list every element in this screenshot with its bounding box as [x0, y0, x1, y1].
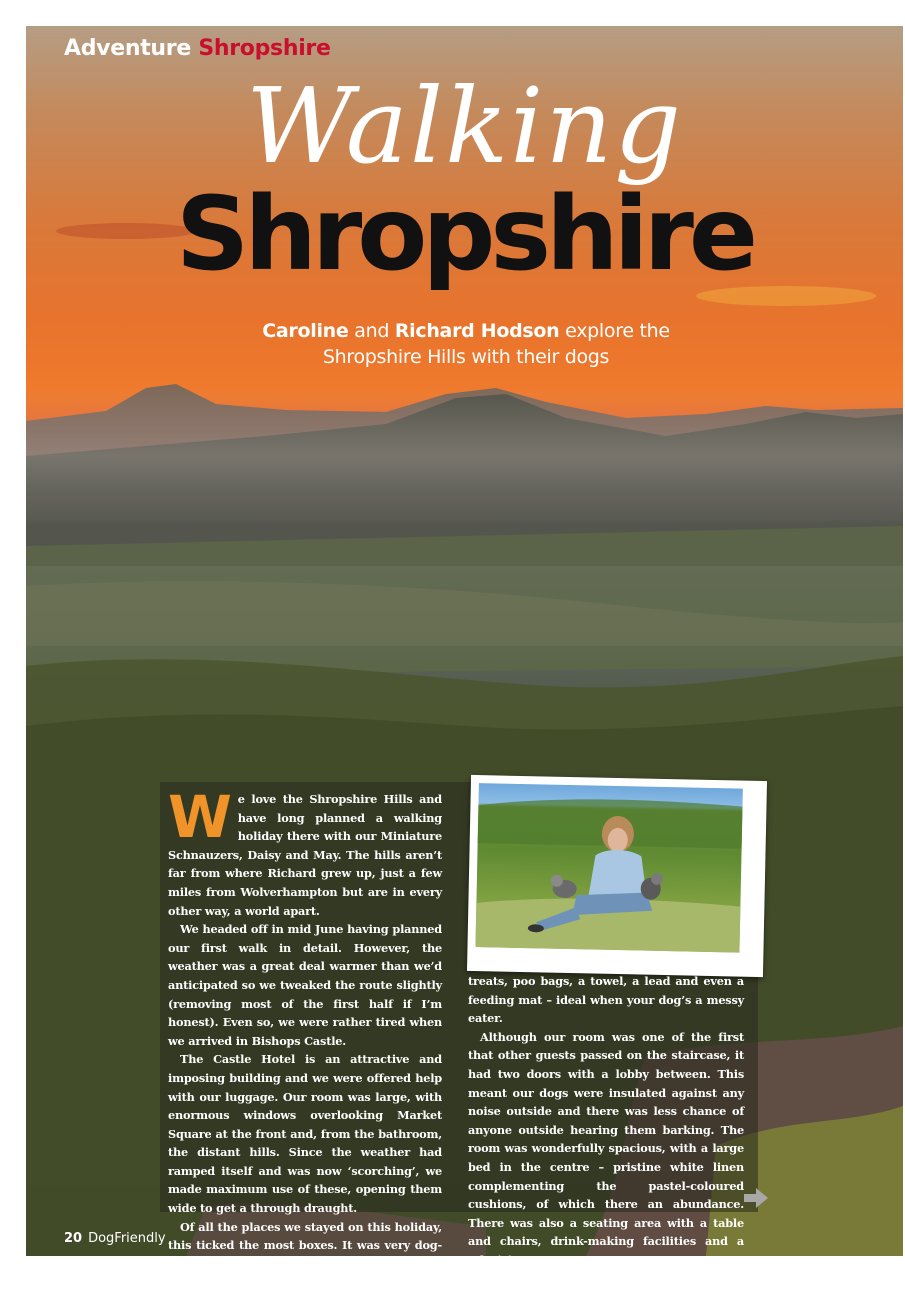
paragraph-text: e love the Shropshire Hills and have long planned a walking holiday there with our Miniature Schnauzers, Daisy and May. The hills aren’t far from where Richard grew up, just a few miles from Wolverhampton but are in every other way, a world apart.	[168, 792, 442, 918]
body-paragraph: Of all the places we stayed on this holiday, this ticked the most boxes. It was very dog-friendly and we found a welcome pack containing a water bowl,	[168, 1219, 442, 1290]
standfirst	[226, 318, 706, 370]
photo-scene	[475, 783, 742, 952]
author-richard: Richard Hodson	[394, 320, 560, 342]
section-label	[64, 36, 331, 61]
body-paragraph: We headed off in mid June having planned our first walk in detail. However, the weather was a great deal warmer than we’d anticipated so we tweaked the route slightly (removing most of the first half if I’m honest). Even so, we were rather tired when we arrived in Bishops Castle.	[168, 922, 442, 1048]
drop-cap: W	[168, 783, 232, 851]
body-paragraph: Although our room was one of the first that other guests passed on the staircase, it had two doors with a lobby between. This meant our dogs were insulated against any noise outside and there was less chance of anyone outside hearing them barking. The room was wonderfully spacious, with a large bed in the centre – pristine white linen complementing the pastel-coloured cushions, of which there an abundance. There was also a seating area with a table and chairs, drink-making facilities and a television.	[468, 1029, 744, 1267]
section-name: Shropshire	[198, 36, 331, 61]
body-column-2	[468, 972, 744, 1270]
standfirst-and: and	[348, 320, 395, 342]
magazine-page	[26, 26, 903, 1290]
title-main: Shropshire	[175, 175, 754, 294]
body-paragraph	[168, 783, 442, 920]
body-paragraph: treats, poo bags, a towel, a lead and even a feeding mat – ideal when your dog’s a messy eater.	[468, 974, 744, 1026]
photo-frame	[467, 775, 767, 977]
photo-walker-with-dogs	[475, 783, 742, 952]
standfirst-rest: explore the	[559, 320, 670, 342]
author-caroline: Caroline	[262, 320, 349, 342]
arrow-right-icon	[744, 1188, 768, 1208]
body-column-1	[168, 783, 442, 1292]
magazine-name: DogFriendly	[88, 1231, 166, 1246]
standfirst-line2: Shropshire Hills with their dogs	[322, 346, 610, 368]
morning-haze	[26, 386, 903, 526]
title-script: Walking	[246, 65, 683, 187]
folio	[64, 1231, 166, 1246]
section-prefix: Adventure	[64, 36, 191, 61]
page-number: 20	[64, 1231, 83, 1246]
body-paragraph: The Castle Hotel is an attractive and imposing building and we were offered help with our luggage. Our room was large, with enormous windows overlooking Market Square at the front and, from the bathroom, the distant hills. Since the weather had ramped itself and was now ‘scorching’, we made maximum use of these, opening them wide to get a through draught.	[168, 1052, 442, 1216]
